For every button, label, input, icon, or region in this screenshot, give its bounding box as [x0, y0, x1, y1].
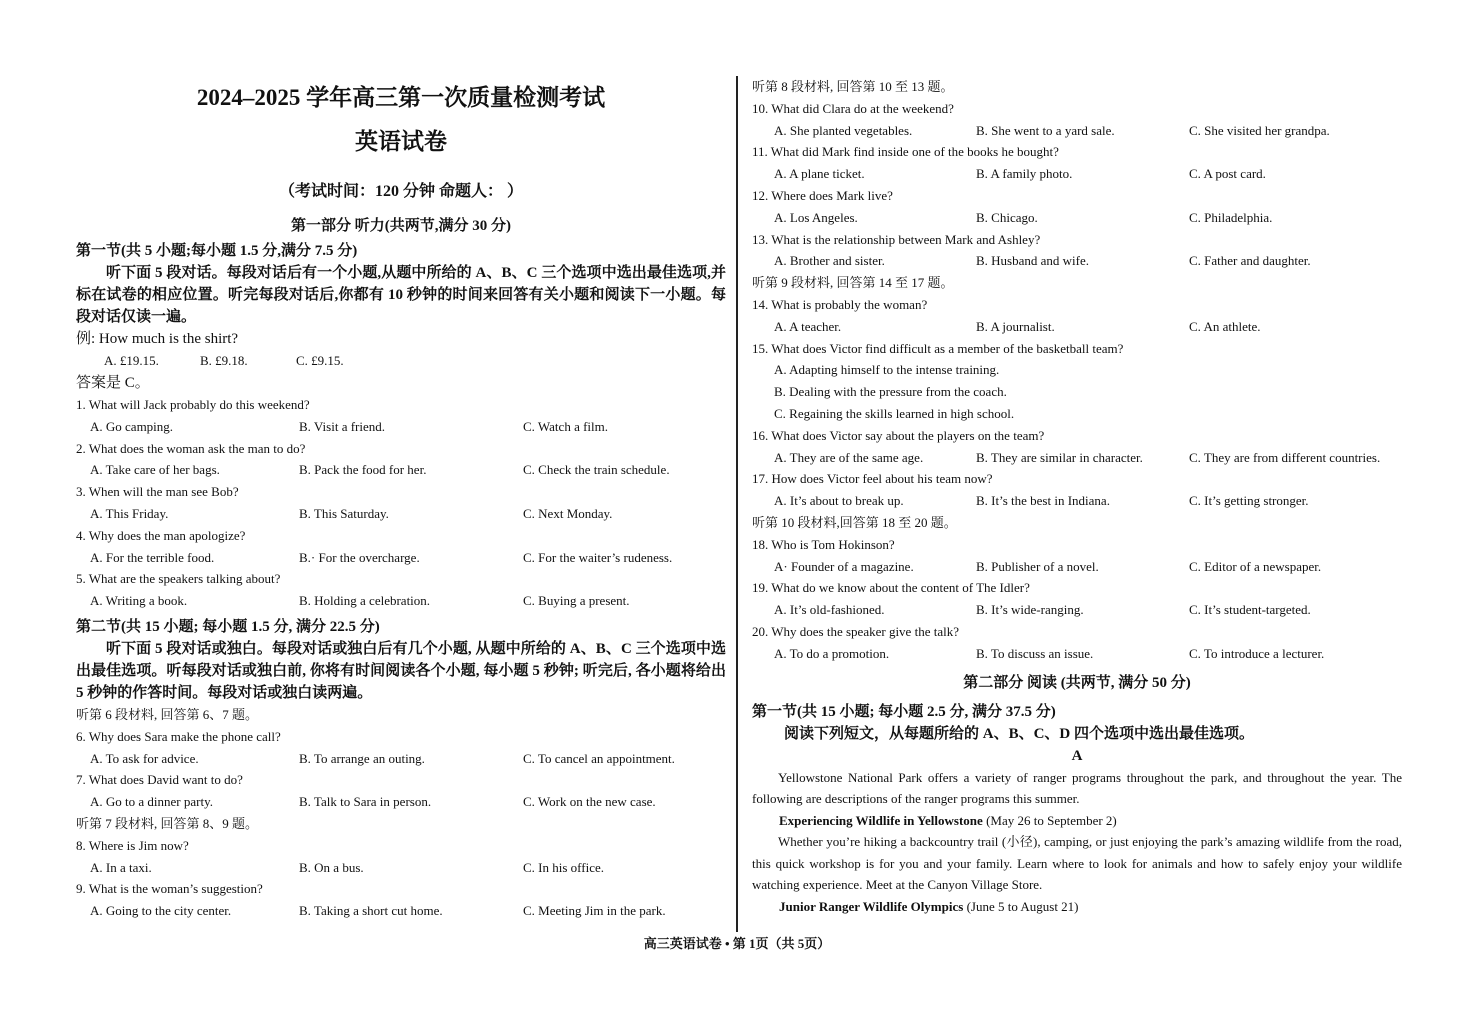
option-a: A. In a taxi. — [90, 859, 152, 875]
option-b: B. Talk to Sara in person. — [299, 794, 432, 810]
material-9-heading: 听第 9 段材料, 回答第 14 至 17 题。 — [752, 275, 954, 291]
section2-title: 第二节(共 15 小题; 每小题 1.5 分, 满分 22.5 分) — [76, 618, 380, 635]
question-3: 3. When will the man see Bob? — [76, 484, 239, 500]
option-b: B. It’s the best in Indiana. — [976, 493, 1110, 509]
reading-instructions: 阅读下列短文，从每题所给的 A、B、C、D 四个选项中选出最佳选项。 — [784, 725, 1255, 742]
option-a: A. Going to the city center. — [90, 903, 232, 919]
option-b: B. It’s wide-ranging. — [976, 602, 1084, 618]
option-b: B. Taking a short cut home. — [299, 903, 443, 919]
question-12-options — [752, 207, 1402, 229]
example-answer: 答案是 C。 — [76, 375, 150, 391]
page-footer: 高三英语试卷 • 第 1页（共 5页） — [643, 936, 831, 951]
exam-title: 2024–2025 学年高三第一次质量检测考试 — [196, 85, 606, 110]
section1-title: 第一节(共 5 小题;每小题 1.5 分,满分 7.5 分) — [76, 243, 358, 259]
question-15-option-a: A. Adapting himself to the intense training. — [774, 362, 1000, 378]
option-a: A. To ask for advice. — [90, 750, 199, 766]
question-13: 13. What is the relationship between Mark and Ashley? — [752, 231, 1041, 247]
material-8-heading: 听第 8 段材料, 回答第 10 至 13 题。 — [752, 79, 954, 94]
option-b: B. Chicago. — [976, 209, 1038, 225]
part2-title: 第二部分 阅读 (共两节, 满分 50 分) — [963, 674, 1191, 691]
passage-label: A — [1071, 747, 1083, 764]
option-a: A. Los Angeles. — [774, 209, 858, 225]
option-c: C. Meeting Jim in the park. — [523, 903, 666, 919]
question-4: 4. Why does the man apologize? — [76, 527, 246, 543]
option-b: B. This Saturday. — [299, 505, 389, 521]
question-19-options — [752, 599, 1402, 621]
question-9: 9. What is the woman’s suggestion? — [76, 881, 263, 897]
question-15-option-b: B. Dealing with the pressure from the coach. — [774, 384, 1007, 400]
option-a: A· Founder of a magazine. — [774, 558, 914, 574]
question-3-options — [76, 503, 726, 525]
question-4-options — [76, 547, 726, 569]
material-10-heading: 听第 10 段材料,回答第 18 至 20 题。 — [752, 514, 957, 530]
option-b: B. A journalist. — [976, 318, 1055, 334]
passage-intro: Yellowstone National Park offers a variety of ranger programs throughout the park, and throughout the year. The following are descriptions of the ranger programs this summer. — [752, 769, 1402, 807]
option-c: C. Check the train schedule. — [523, 462, 670, 478]
option-a: A. Take care of her bags. — [90, 462, 220, 478]
option-a: A. A teacher. — [774, 318, 842, 334]
section2-instructions: 听下面 5 段对话或独白。每段对话或独白后有几个小题, 从题中所给的 A、B、C 三个选项中选出最佳选项。听每段对话或独白前, 你将有时间阅读各个小题, 每小题 5 秒钟; 听完后, 各小题将给出 5 秒钟的作答时间。每段对话或独白读两遍。 — [76, 640, 726, 701]
option-a: A. For the terrible food. — [90, 549, 215, 565]
question-10: 10. What did Clara do at the weekend? — [752, 100, 954, 116]
right-column — [752, 76, 1402, 917]
section1-instructions: 听下面 5 段对话。每段对话后有一个小题,从题中所给的 A、B、C 三个选项中选出最佳选项,并标在试卷的相应位置。听完每段对话后,你都有 10 秒钟的时间来回答有关小题和阅读下一小题。每段对话仅读一遍。 — [76, 265, 726, 325]
option-a: A. Go camping. — [90, 418, 174, 434]
exam-time: （考试时间：120 分钟 命题人： ） — [278, 183, 523, 200]
question-2: 2. What does the woman ask the man to do? — [76, 440, 306, 456]
option-c: C. It’s student-targeted. — [1189, 602, 1311, 618]
option-c: C. Father and daughter. — [1189, 253, 1311, 269]
option-a: A. It’s about to break up. — [774, 493, 904, 509]
question-2-options — [76, 459, 726, 481]
material-7-heading: 听第 7 段材料, 回答第 8、9 题。 — [76, 815, 259, 831]
question-5-options — [76, 590, 726, 612]
option-b: B. To discuss an issue. — [976, 645, 1094, 661]
program-1-dates: (May 26 to September 2) — [982, 812, 1117, 828]
question-14-options — [752, 316, 1402, 338]
question-17-options — [752, 490, 1402, 512]
question-1: 1. What will Jack probably do this weekend? — [76, 397, 310, 412]
question-16-options — [752, 447, 1402, 469]
example-option-a: A. £19.15. — [104, 353, 159, 368]
program-2-dates: (June 5 to August 21) — [963, 898, 1079, 914]
question-6-options — [76, 748, 726, 770]
option-c: C. An athlete. — [1189, 318, 1261, 334]
example-option-c: C. £9.15. — [296, 353, 344, 368]
option-b: B. Publisher of a novel. — [976, 558, 1099, 574]
question-11-options — [752, 163, 1402, 185]
option-c: C. Buying a present. — [523, 593, 630, 609]
option-b: B. Holding a celebration. — [299, 593, 431, 609]
question-12: 12. Where does Mark live? — [752, 187, 893, 203]
option-b: B. On a bus. — [299, 859, 364, 875]
question-17: 17. How does Victor feel about his team now? — [752, 471, 993, 487]
option-b: B. Pack the food for her. — [299, 462, 427, 478]
option-b: B. A family photo. — [976, 166, 1073, 182]
question-7-options — [76, 791, 726, 813]
option-b: B. To arrange an outing. — [299, 750, 425, 766]
option-c: C. Editor of a newspaper. — [1189, 558, 1322, 574]
question-15: 15. What does Victor find difficult as a member of the basketball team? — [752, 340, 1124, 356]
option-b: B.· For the overcharge. — [299, 549, 420, 565]
option-a: A. She planted vegetables. — [774, 122, 913, 138]
option-a: A. A plane ticket. — [774, 166, 865, 182]
program-1-heading — [752, 810, 1402, 832]
option-b: B. They are similar in character. — [976, 449, 1143, 465]
question-19: 19. What do we know about the content of The Idler? — [752, 580, 1030, 596]
option-c: C. Work on the new case. — [523, 794, 656, 810]
option-c: C. Philadelphia. — [1189, 209, 1273, 225]
question-16: 16. What does Victor say about the players on the team? — [752, 427, 1045, 443]
option-a: A. Writing a book. — [90, 593, 188, 609]
question-18-options — [752, 556, 1402, 578]
example-option-b: B. £9.18. — [200, 353, 248, 368]
example-options — [76, 350, 726, 372]
option-a: A. They are of the same age. — [774, 449, 924, 465]
question-7: 7. What does David want to do? — [76, 772, 243, 788]
question-8: 8. Where is Jim now? — [76, 837, 189, 853]
option-a: A. To do a promotion. — [774, 645, 890, 661]
question-8-options — [76, 857, 726, 879]
column-divider — [736, 76, 738, 932]
exam-subtitle: 英语试卷 — [355, 129, 447, 154]
option-a: A. It’s old-fashioned. — [774, 602, 885, 618]
question-5: 5. What are the speakers talking about? — [76, 571, 281, 587]
question-11: 11. What did Mark find inside one of the books he bought? — [752, 144, 1059, 160]
question-14: 14. What is probably the woman? — [752, 296, 928, 312]
part1-title: 第一部分 听力(共两节,满分 30 分) — [291, 218, 511, 234]
program-1-title: Experiencing Wildlife in Yellowstone — [779, 812, 983, 828]
option-c: C. It’s getting stronger. — [1189, 493, 1309, 509]
option-c: C. She visited her grandpa. — [1189, 122, 1330, 138]
question-20-options — [752, 643, 1402, 665]
option-c: C. For the waiter’s rudeness. — [523, 549, 673, 565]
example-question: 例: How much is the shirt? — [76, 331, 239, 347]
option-c: C. Next Monday. — [523, 505, 613, 521]
question-20: 20. Why does the speaker give the talk? — [752, 623, 959, 639]
option-c: C. A post card. — [1189, 166, 1266, 182]
option-c: C. Watch a film. — [523, 418, 609, 434]
option-a: A. Brother and sister. — [774, 253, 885, 269]
question-18: 18. Who is Tom Hokinson? — [752, 536, 895, 552]
question-15-option-c: C. Regaining the skills learned in high school. — [774, 405, 1015, 421]
option-c: C. To cancel an appointment. — [523, 750, 675, 766]
option-b: B. Husband and wife. — [976, 253, 1090, 269]
option-c: C. To introduce a lecturer. — [1189, 645, 1325, 661]
option-c: C. They are from different countries. — [1189, 449, 1381, 465]
left-column — [76, 76, 726, 922]
option-c: C. In his office. — [523, 859, 604, 875]
material-6-heading: 听第 6 段材料, 回答第 6、7 题。 — [76, 706, 259, 722]
program-2-heading — [752, 896, 1402, 918]
question-9-options — [76, 900, 726, 922]
question-13-options — [752, 250, 1402, 272]
option-a: A. Go to a dinner party. — [90, 794, 213, 810]
question-6: 6. Why does Sara make the phone call? — [76, 728, 281, 744]
reading-section1-title: 第一节(共 15 小题; 每小题 2.5 分, 满分 37.5 分) — [752, 703, 1056, 720]
option-b: B. Visit a friend. — [299, 418, 385, 434]
question-1-options — [76, 416, 726, 438]
option-b: B. She went to a yard sale. — [976, 122, 1115, 138]
question-10-options — [752, 120, 1402, 142]
program-2-title: Junior Ranger Wildlife Olympics — [779, 898, 964, 914]
option-a: A. This Friday. — [90, 505, 169, 521]
program-1-description: Whether you’re hiking a backcountry trail (小径), camping, or just enjoying the park’s amazing wildlife from the road, this quick workshop is for you and your family. Learn where to look for animals and how to safely enjoy your wildlife watching experience. Meet at the Canyon Village Store. — [752, 834, 1402, 893]
